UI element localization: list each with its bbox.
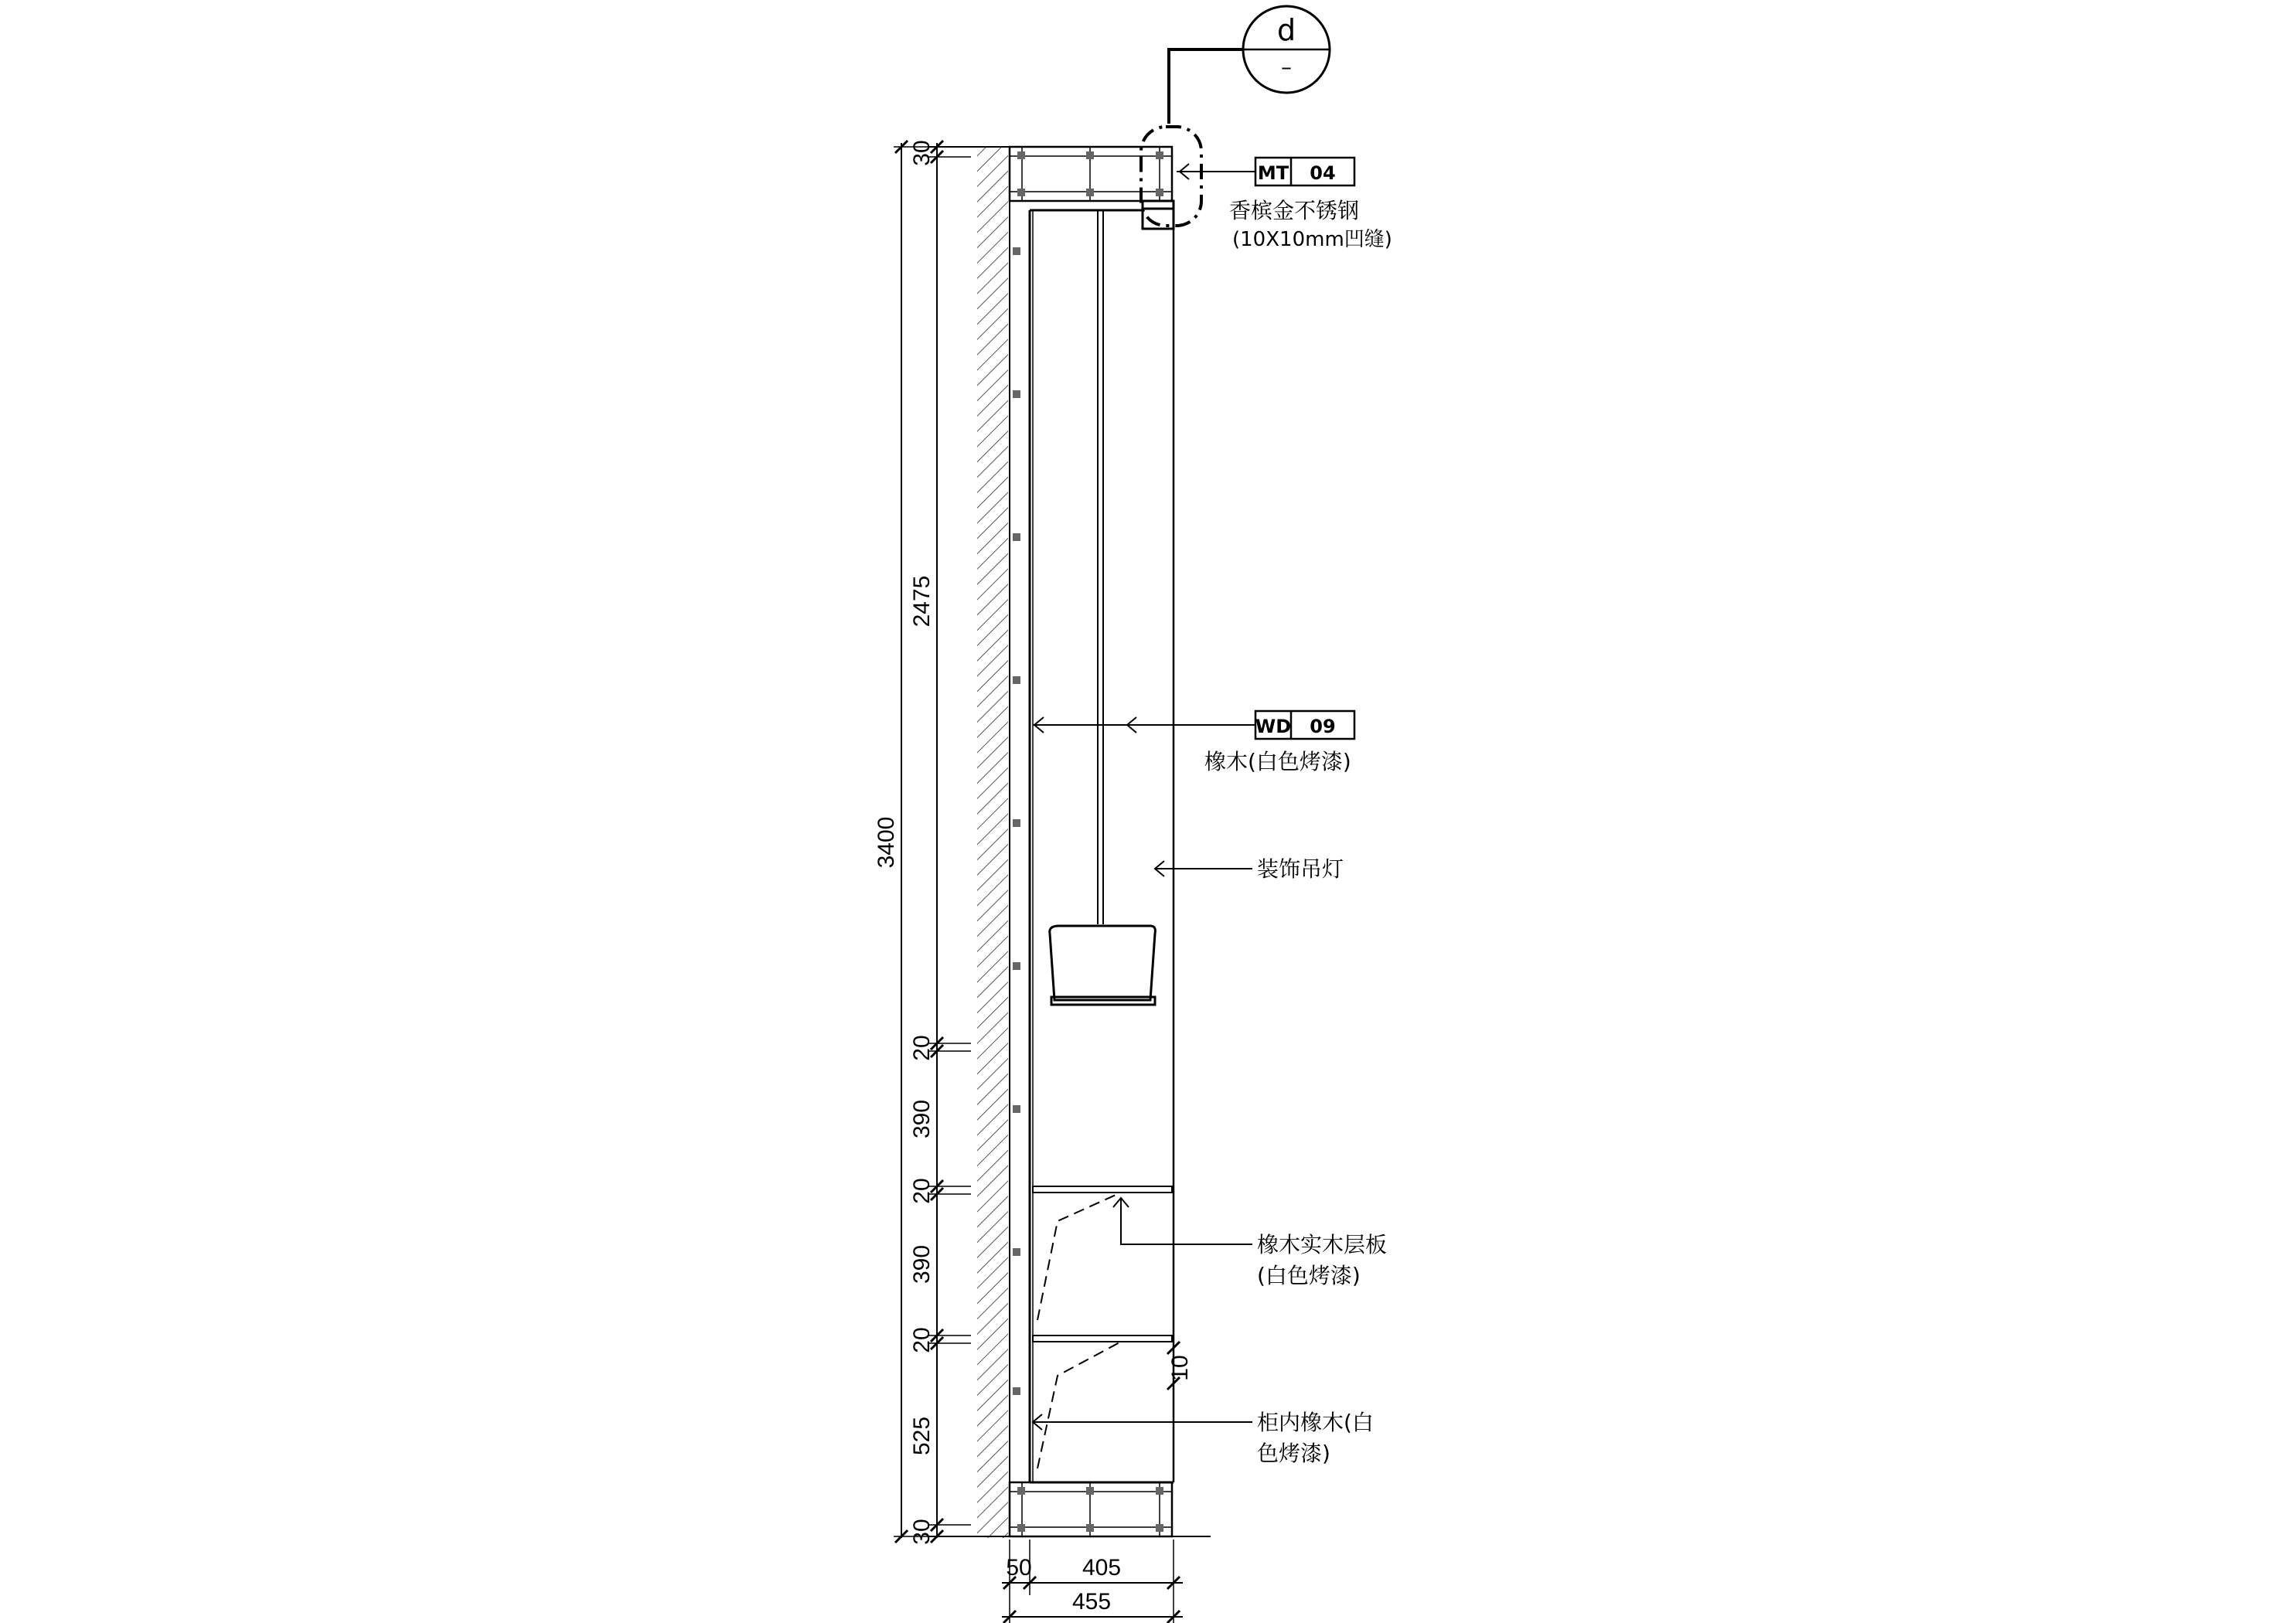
bolt	[1156, 1487, 1163, 1495]
bolt	[1017, 1487, 1025, 1495]
dim-20-c: 20	[909, 1327, 935, 1353]
dim-30-bottom: 30	[909, 1519, 935, 1545]
bolt	[1013, 247, 1020, 255]
bolt	[1156, 1524, 1163, 1532]
dim-405: 405	[1082, 1555, 1122, 1580]
bolt	[1017, 1524, 1025, 1532]
bolt	[1086, 1524, 1094, 1532]
dim-525: 525	[909, 1416, 935, 1456]
dim-20-b: 20	[909, 1178, 935, 1204]
dim-390-b: 390	[909, 1244, 935, 1284]
horizontal-dimensions	[1002, 1540, 1183, 1623]
section-marker	[1141, 6, 1330, 226]
cabinet-note-line2: 色烤漆)	[1257, 1441, 1330, 1466]
bolt	[1156, 151, 1163, 159]
bolt	[1013, 1105, 1020, 1113]
section-marker-sheet: –	[1281, 54, 1292, 80]
dim-390-a: 390	[909, 1099, 935, 1139]
bolt	[1086, 189, 1094, 196]
shelf-note-line2: (白色烤漆)	[1257, 1263, 1361, 1288]
material-tag-number: 04	[1310, 162, 1336, 184]
shelf-gap-dimension	[1167, 1342, 1193, 1391]
dim-50: 50	[1006, 1555, 1032, 1580]
wall	[928, 147, 1211, 1538]
cabinet	[1013, 210, 1174, 1482]
material-sublabel: (10X10mm凹缝)	[1232, 228, 1392, 251]
pendant-lamp	[1050, 210, 1156, 1005]
tag-mt04-callout	[1177, 158, 1392, 251]
material-tag-number: 09	[1310, 716, 1336, 737]
oak-shelf-lower	[1033, 1335, 1172, 1342]
cabinet-note-line1: 柜内橡木(白	[1257, 1410, 1374, 1435]
bolt	[1086, 151, 1094, 159]
bolt	[1013, 819, 1020, 827]
pendant-lamp-note: 装饰吊灯	[1257, 856, 1344, 882]
dim-2475: 2475	[909, 575, 935, 628]
shelf-bracket-hidden	[1037, 1342, 1121, 1468]
bolt	[1017, 189, 1025, 196]
vertical-dimensions	[874, 140, 971, 1544]
bolt	[1017, 151, 1025, 159]
cabinet-interior-callout	[1033, 1410, 1374, 1466]
dim-20-a: 20	[909, 1035, 935, 1061]
bolt	[1013, 676, 1020, 684]
dim-10: 10	[1167, 1355, 1193, 1381]
dim-total-3400: 3400	[874, 816, 899, 869]
wall-hatch	[977, 147, 1008, 1538]
section-marker-leader	[1169, 49, 1243, 124]
shelf-note-line1: 橡木实木层板	[1257, 1232, 1388, 1257]
shelf-bracket-hidden	[1037, 1193, 1121, 1320]
pendant-lamp-shade	[1050, 926, 1156, 1000]
shelf-callout	[1113, 1198, 1387, 1288]
bolt	[1013, 1387, 1020, 1395]
material-tag-code: WD	[1255, 716, 1292, 737]
material-label: 香槟金不锈钢	[1229, 198, 1360, 223]
dim-455: 455	[1071, 1589, 1112, 1614]
pendant-lamp-callout	[1155, 856, 1344, 882]
bottom-band	[1010, 1482, 1172, 1536]
section-marker-letter: d	[1276, 13, 1296, 47]
dim-30-top: 30	[909, 140, 935, 166]
bolt	[1013, 962, 1020, 970]
oak-shelf-upper	[1033, 1186, 1172, 1193]
bolt	[1086, 1487, 1094, 1495]
bolt	[1013, 1248, 1020, 1256]
material-label: 橡木(白色烤漆)	[1204, 749, 1351, 774]
bolt	[1013, 533, 1020, 541]
bolt	[1013, 390, 1020, 398]
top-band	[1010, 147, 1174, 229]
tag-wd09-callout	[1033, 711, 1354, 774]
leader-line	[1121, 1198, 1252, 1244]
bolt	[1156, 189, 1163, 196]
material-tag-code: MT	[1257, 162, 1289, 184]
